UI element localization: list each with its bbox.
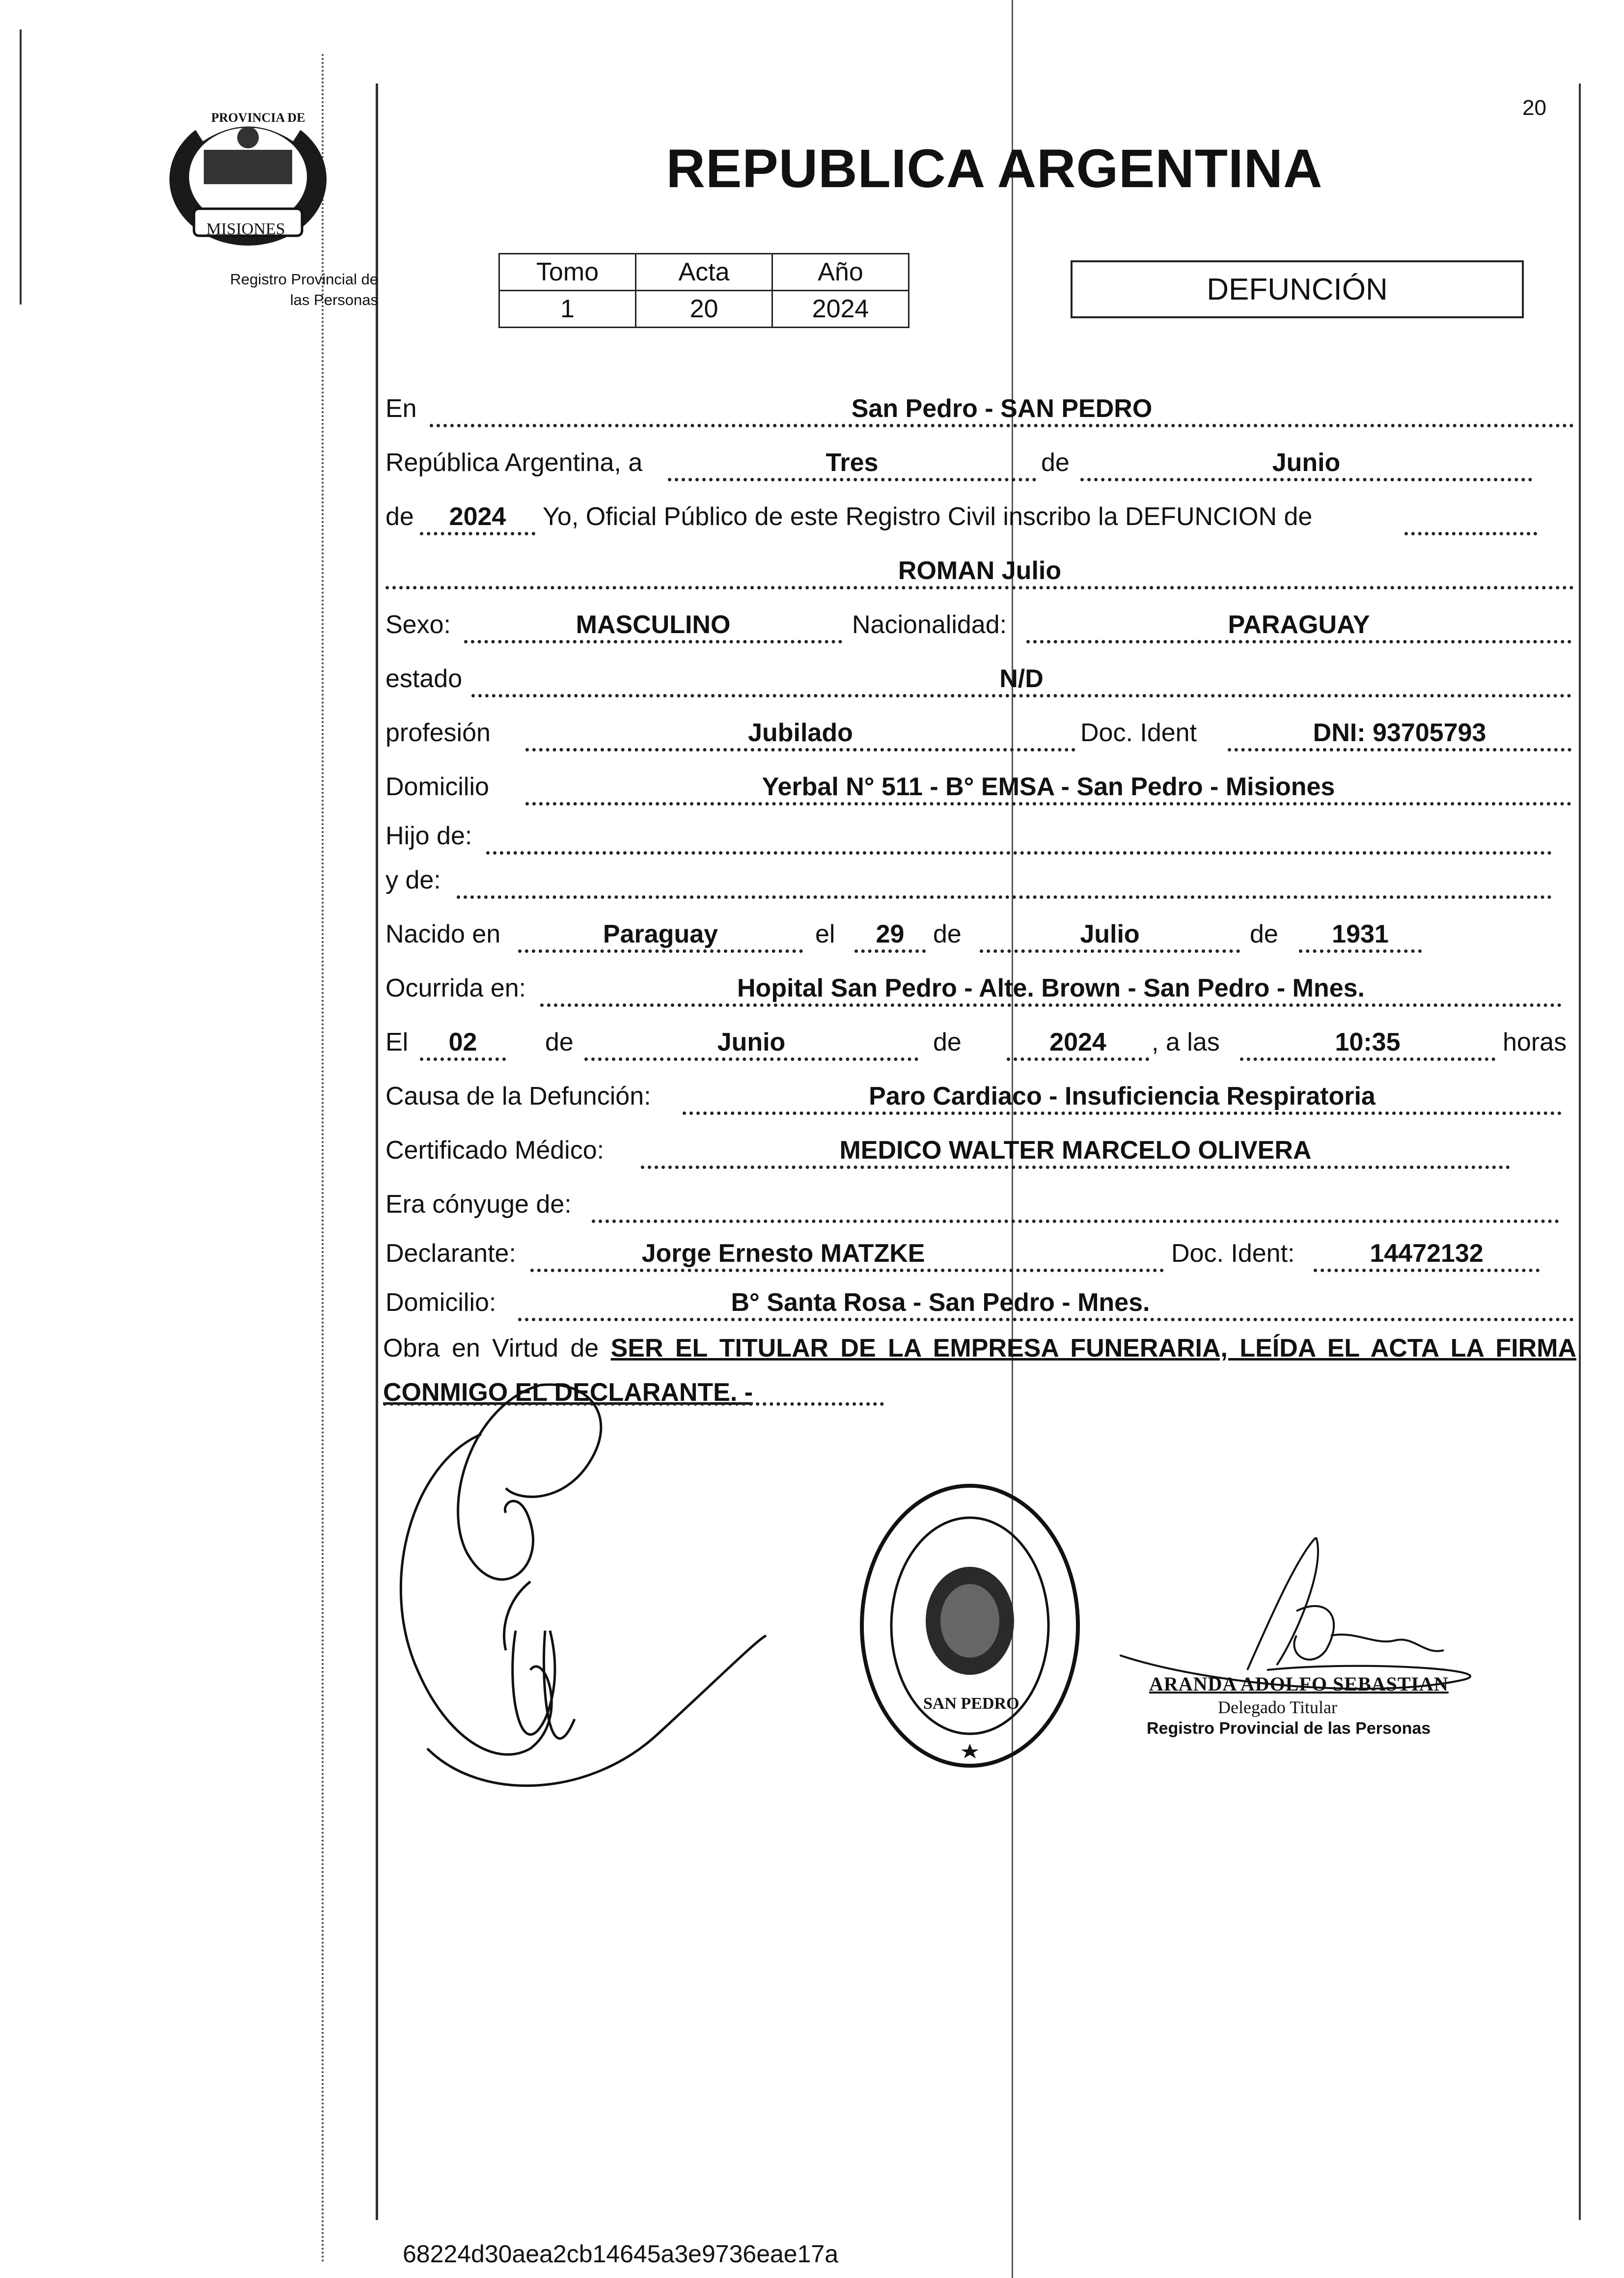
obra-text: SER EL TITULAR DE LA EMPRESA FUNERARIA, LEÍDA EL ACTA LA FIRMA CONMIGO EL DECLARANTE. - — [383, 1334, 1576, 1407]
nationality-line — [1026, 640, 1571, 643]
row-deceased-name — [383, 540, 1576, 589]
doc-label: Doc. Ident — [1080, 719, 1197, 747]
hours-label: horas — [1503, 1028, 1567, 1056]
de-label-3: de — [933, 920, 962, 948]
estado-label: estado — [385, 665, 463, 693]
left-dotted-margin — [322, 54, 324, 2264]
en-label: En — [385, 394, 417, 423]
death-day-value: 02 — [448, 1028, 477, 1056]
death-year-value: 2024 — [1049, 1028, 1106, 1056]
declarant-doc-label: Doc. Ident: — [1171, 1239, 1295, 1268]
el2-label: El — [385, 1028, 409, 1056]
record-header-acta: Acta — [636, 254, 772, 291]
nationality-value: PARAGUAY — [1228, 611, 1370, 639]
place-line — [430, 424, 1574, 427]
row-declarant — [383, 1223, 1576, 1272]
born-place-line — [518, 949, 803, 953]
left-binding-line — [20, 29, 22, 305]
de-label-5: de — [545, 1028, 574, 1056]
born-month-value: Julio — [1080, 920, 1140, 948]
doc-line — [1228, 748, 1571, 751]
intro-line — [1404, 532, 1537, 535]
spouse-line — [592, 1220, 1559, 1223]
death-year-line — [1007, 1057, 1149, 1061]
record-header-tomo: Tomo — [499, 254, 636, 291]
death-month-line — [584, 1057, 918, 1061]
cert-label: Certificado Médico: — [385, 1136, 605, 1165]
sex-label: Sexo: — [385, 611, 451, 639]
estado-value: N/D — [999, 665, 1044, 693]
declarant-doc-line — [1314, 1269, 1540, 1272]
domicile-label: Domicilio — [385, 773, 489, 801]
record-type-box: DEFUNCIÓN — [1071, 260, 1524, 318]
born-year-line — [1299, 949, 1422, 953]
row-domicile — [383, 756, 1576, 806]
death-time-line — [1240, 1057, 1495, 1061]
cause-label: Causa de la Defunción: — [385, 1082, 651, 1111]
row-and-of — [383, 850, 1576, 899]
logo-text-bottom: MISIONES — [206, 220, 285, 238]
nationality-label: Nacionalidad: — [852, 611, 1007, 639]
row-spouse — [383, 1174, 1576, 1223]
cert-line — [641, 1166, 1510, 1169]
death-time-value: 10:35 — [1335, 1028, 1401, 1056]
sex-line — [464, 640, 842, 643]
death-day-line — [420, 1057, 506, 1061]
born-day-value: 29 — [876, 920, 905, 948]
row-estado — [383, 648, 1576, 697]
day-word-value: Tres — [826, 448, 879, 477]
declarant-signature — [383, 1375, 825, 1866]
profession-value: Jubilado — [748, 719, 853, 747]
row-child-of — [383, 806, 1576, 855]
row-occurred — [383, 958, 1576, 1007]
domicile-line — [525, 802, 1571, 806]
sex-value: MASCULINO — [576, 611, 731, 639]
de-label-2: de — [385, 502, 414, 531]
row-intro — [383, 486, 1576, 535]
form-right-rule — [1579, 83, 1581, 2220]
declarant-doc-value: 14472132 — [1370, 1239, 1484, 1268]
cause-line — [683, 1111, 1562, 1115]
country-title: REPUBLICA ARGENTINA — [666, 139, 1323, 199]
born-day-line — [854, 949, 926, 953]
row-place — [383, 378, 1576, 427]
record-value-tomo: 1 — [499, 291, 636, 328]
registry-caption — [142, 269, 378, 310]
declarant-line — [530, 1269, 1164, 1272]
de-label-4: de — [1250, 920, 1278, 948]
row-cause — [383, 1066, 1576, 1115]
declarant-label: Declarante: — [385, 1239, 516, 1268]
logo-text-top: PROVINCIA DE — [211, 111, 305, 125]
registry-seal — [854, 1478, 1085, 1773]
deceased-name-value: ROMAN Julio — [898, 556, 1062, 585]
official-org: Registro Provincial de las Personas — [1147, 1719, 1431, 1738]
at-label: , a las — [1152, 1028, 1220, 1056]
declarant-dom-value: B° Santa Rosa - San Pedro - Mnes. — [731, 1288, 1150, 1317]
occurred-label: Ocurrida en: — [385, 974, 526, 1002]
de-label-1: de — [1041, 448, 1070, 477]
record-header-ano: Año — [772, 254, 909, 291]
doc-value: DNI: 93705793 — [1313, 719, 1486, 747]
death-month-value: Junio — [717, 1028, 786, 1056]
official-role: Delegado Titular — [1218, 1697, 1337, 1717]
domicile-value: Yerbal N° 511 - B° EMSA - San Pedro - Misiones — [762, 773, 1335, 801]
cert-value: MEDICO WALTER MARCELO OLIVERA — [839, 1136, 1312, 1165]
spouse-label: Era cónyuge de: — [385, 1190, 572, 1219]
row-declarant-domicile — [383, 1272, 1576, 1321]
seal-center-text: SAN PEDRO — [923, 1695, 1019, 1713]
registry-caption-line1: Registro Provincial de — [230, 271, 378, 288]
born-place-value: Paraguay — [603, 920, 718, 948]
and-of-label: y de: — [385, 866, 441, 894]
el-label: el — [815, 920, 835, 948]
month-value: Junio — [1272, 448, 1341, 477]
record-value-acta: 20 — [636, 291, 772, 328]
day-line — [668, 478, 1036, 481]
declarant-dom-line — [518, 1318, 1574, 1321]
intro-text: Yo, Oficial Público de este Registro Civil inscribo la DEFUNCION de — [543, 502, 1313, 531]
de-label-6: de — [933, 1028, 962, 1056]
estado-line — [471, 694, 1571, 697]
month-line — [1080, 478, 1532, 481]
official-signature — [1120, 1537, 1473, 1724]
declarant-dom-label: Domicilio: — [385, 1288, 496, 1317]
born-label: Nacido en — [385, 920, 501, 948]
occurred-value: Hopital San Pedro - Alte. Brown - San Pedro - Mnes. — [737, 974, 1365, 1002]
document-hash: 68224d30aea2cb14645a3e9736eae17a — [403, 2240, 839, 2268]
form-left-rule — [376, 83, 378, 2220]
official-name: ARANDA ADOLFO SEBASTIAN — [1149, 1673, 1449, 1695]
row-date — [383, 432, 1576, 481]
cause-value: Paro Cardiaco - Insuficiencia Respiratoria — [869, 1082, 1376, 1111]
profession-line — [525, 748, 1075, 751]
and-of-line — [457, 895, 1552, 899]
occurred-line — [540, 1003, 1562, 1007]
row-profession — [383, 702, 1576, 751]
born-year-value: 1931 — [1332, 920, 1389, 948]
row-birth — [383, 904, 1576, 953]
page-number: 20 — [1522, 96, 1546, 120]
row-certificate — [383, 1120, 1576, 1169]
year-value: 2024 — [449, 502, 506, 531]
republic-label: República Argentina, a — [385, 448, 643, 477]
born-month-line — [980, 949, 1240, 953]
profession-label: profesión — [385, 719, 491, 747]
record-value-ano: 2024 — [772, 291, 909, 328]
obra-label: Obra en Virtud de — [383, 1334, 599, 1362]
child-of-label: Hijo de: — [385, 822, 472, 850]
record-table — [498, 253, 909, 328]
row-sex-nationality — [383, 594, 1576, 643]
registry-caption-line2: las Personas — [290, 291, 378, 308]
declarant-value: Jorge Ernesto MATZKE — [641, 1239, 925, 1268]
place-value: San Pedro - SAN PEDRO — [851, 394, 1153, 423]
row-death-date — [383, 1012, 1576, 1061]
year-line — [420, 532, 535, 535]
deceased-name-line — [385, 586, 1574, 589]
